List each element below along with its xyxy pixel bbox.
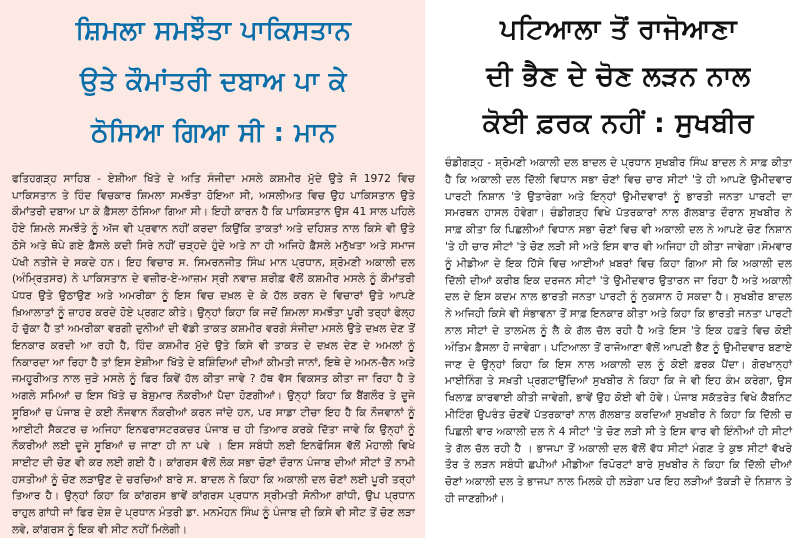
left-article-body: ਫਤਿਹਗੜ੍ਹ ਸਾਹਿਬ - ਏਸ਼ੀਆ ਖਿੱਤੇ ਦੇ ਅਤਿ ਸੰਜੀਦਾ ਮਸਲੇ ਕਸ਼ਮੀਰ ਮੁੱਦੇ ਉਤੇ ਜੋ 1972 ਵਿਚ ਪਾਕਿਸਤਾਨ ਤੇ ਹਿੰਦ ਵਿਚਕਾਰ ਸ਼ਿਮਲਾ ਸਮਝੌਤਾ ਹੋਇਆ ਸੀ, ਅਸਲੀਅਤ ਵਿਚ ਉਹ ਪਾਕਿਸਤਾਨ ਉਤੇ ਕੌਮਾਂਤਰੀ ਦਬਾਅ ਪਾ ਕੇ ਫ਼ੈਸਲਾ ਠੋਸਿਆ ਗਿਆ ਸੀ। ਇਹੀ ਕਾਰਨ ਹੈ ਕਿ ਪਾਕਿਸਤਾਨ ਉਸ 41 ਸਾਲ ਪਹਿਲੇ ਹੋਏ ਸ਼ਿਮਲੇ ਸਮਝੌਤੇ ਨੂੰ ਅੱਜ ਵੀ ਪ੍ਰਵਾਨ ਨਹੀਂ ਕਰਦਾ ਕਿਉਂਕਿ ਤਾਕਤਾਂ ਅਤੇ ਦਹਿਸ਼ਤ ਨਾਲ ਕਿਸੇ ਵੀ ਉਤੇ ਠੋਸੇ ਅਤੇ ਥੋਪੇ ਗਏ ਫ਼ੈਸਲੇ ਕਦੀ ਸਿਰੇ ਨਹੀਂ ਚੜ੍ਹਦੇ ਹੁੰਦੇ ਅਤੇ ਨਾ ਹੀ ਅਜਿਹੇ ਫ਼ੈਸਲੇ ਮਨੁੱਖਤਾ ਅਤੇ ਸਮਾਜ ਪੱਖੀ ਨਤੀਜੇ ਦੇ ਸਕਦੇ ਹਨ। ਇਹ ਵਿਚਾਰ ਸ. ਸਿਮਰਨਜੀਤ ਸਿੰਘ ਮਾਨ ਪ੍ਰਧਾਨ, ਸ਼੍ਰੋਮਣੀ ਅਕਾਲੀ ਦਲ (ਅੰਮ੍ਰਿਤਸਰ) ਨੇ ਪਾਕਿਸਤਾਨ ਦੇ ਵਜ਼ੀਰ-ਏ-ਆਜ਼ਮ ਸ੍ਰੀ ਨਵਾਜ਼ ਸ਼ਰੀਫ਼ ਵੱਲੋਂ ਕਸ਼ਮੀਰ ਮਸਲੇ ਨੂੰ ਕੌਮਾਂਤਰੀ ਪੱਧਰ ਉਤੇ ਉਠਾਉਣ ਅਤੇ ਅਮਰੀਕਾ ਨੂੰ ਇਸ ਵਿਚ ਦਖ਼ਲ ਦੇ ਕੇ ਹੱਲ ਕਰਨ ਦੇ ਵਿਚਾਰਾਂ ਉਤੇ ਆਪਣੇ ਖ਼ਿਆਲਾਤਾਂ ਨੂੰ ਜ਼ਾਹਰ ਕਰਦੇ ਹੋਏ ਪ੍ਰਗਟ ਕੀਤੇ। ਉਨ੍ਹਾਂ ਕਿਹਾ ਕਿ ਜਦੋਂ ਸ਼ਿਮਲਾ ਸਮਝੌਤਾ ਪੂਰੀ ਤਰ੍ਹਾਂ ਫੇਲ੍ਹ ਹੋ ਚੁੱਕਾ ਹੈ ਤਾਂ ਅਮਰੀਕਾ ਵਰਗੀ ਦੁਨੀਆਂ ਦੀ ਵੱਡੀ ਤਾਕਤ ਕਸ਼ਮੀਰ ਵਰਗੇ ਸੰਜੀਦਾ ਮਸਲੇ ਉਤੇ ਦਖ਼ਲ ਦੇਣ ਤੋਂ ਇਨਕਾਰ ਕਰਦੀ ਆ ਰਹੀ ਹੈ, ਹਿੰਦ ਕਸ਼ਮੀਰ ਮੁੱਦੇ ਉਤੇ ਕਿਸੇ ਵੀ ਤਾਕਤ ਦੇ ਦਖ਼ਲ ਦੇਣ ਦੇ ਅਮਲਾਂ ਨੂੰ ਨਿਕਾਰਦਾ ਆ ਰਿਹਾ ਹੈ ਤਾਂ ਇਸ ਏਸ਼ੀਆ ਖਿੱਤੇ ਦੇ ਬਸ਼ਿੰਦਿਆਂ ਦੀਆਂ ਕੀਮਤੀ ਜਾਨਾਂ, ਇਥੇ ਦੇ ਅਮਨ-ਚੈਨ ਅਤੇ ਜਮਹੂਰੀਅਤ ਨਾਲ ਜੁੜੇ ਮਸਲੇ ਨੂੰ ਫਿਰ ਕਿਵੇਂ ਹੱਲ ਕੀਤਾ ਜਾਵੇ ? ਹੱਥ ਵੱਸ ਵਿਕਸਤ ਕੀਤਾ ਜਾ ਰਿਹਾ ਹੈ ਤੇ ਅਗਲੇ ਸਮਿਆਂ ਚ ਇਸ ਖਿੱਤੇ ਚ ਬੇਸ਼ੁਮਾਰ ਨੌਕਰੀਆਂ ਪੈਦਾ ਹੋਣਗੀਆਂ। ਉਨ੍ਹਾਂ ਕਿਹਾ ਕਿ ਬੈਂਗਲੌਰ ਤੇ ਦੂਜੇ ਸੂਬਿਆਂ ਚ ਪੰਜਾਬ ਦੇ ਕਈ ਨੌਜਵਾਨ ਨੌਕਰੀਆਂ ਕਰਨ ਜਾਂਦੇ ਹਨ, ਪਰ ਸਾਡਾ ਟੀਚਾ ਇਹ ਹੈ ਕਿ ਨੌਜਵਾਨਾਂ ਨੂੰ ਆਈਟੀ ਸੈਕਟਰ ਚ ਅਜਿਹਾ ਇਨਫਰਾਸਟਰਕਚਰ ਪੰਜਾਬ ਚ ਹੀ ਤਿਆਰ ਕਰਕੇ ਦਿੱਤਾ ਜਾਵੇ ਕਿ ਉਨ੍ਹਾਂ ਨੂੰ ਨੌਕਰੀਆਂ ਲਈ ਦੂਜੇ ਸੂਬਿਆਂ ਚ ਜਾਣਾ ਹੀ ਨਾ ਪਵੇ । ਇਸ ਸਬੰਧੀ ਲਈ ਇਨਫੋਸਿਸ ਵੱਲੋਂ ਮੋਹਾਲੀ ਵਿਖੇ ਸਾਈਟ ਦੀ ਚੋਣ ਵੀ ਕਰ ਲਈ ਗਈ ਹੈ। ਕਾਂਗਰਸ ਵੱਲੋਂ ਲੋਕ ਸਭਾ ਚੋਣਾਂ ਦੌਰਾਨ ਪੰਜਾਬ ਦੀਆਂ ਸੀਟਾਂ ਤੋਂ ਨਾਮੀ ਹਸਤੀਆਂ ਨੂੰ ਚੋਣ ਲੜਾਉਣ ਦੇ ਚਰਚਿਆਂ ਬਾਰੇ ਸ. ਬਾਦਲ ਨੇ ਕਿਹਾ ਕਿ ਅਕਾਲੀ ਦਲ ਚੋਣਾਂ ਲਈ ਪੂਰੀ ਤਰ੍ਹਾਂ ਤਿਆਰ ਹੈ। ਉਨ੍ਹਾਂ ਕਿਹਾ ਕਿ ਕਾਂਗਰਸ ਭਾਵੇਂ ਕਾਂਗਰਸ ਪ੍ਰਧਾਨ ਸ੍ਰੀਮਤੀ ਸੋਨੀਆ ਗਾਂਧੀ, ਉਪ ਪ੍ਰਧਾਨ ਰਾਹੁਲ ਗਾਂਧੀ ਜਾਂ ਫਿਰ ਦੇਸ਼ ਦੇ ਪ੍ਰਧਾਨ ਮੰਤਰੀ ਡਾ. ਮਨਮੋਹਨ ਸਿੰਘ ਨੂੰ ਪੰਜਾਬ ਦੀ ਕਿਸੇ ਵੀ ਸੀਟ ਤੋਂ ਚੋਣ ਲੜਾ ਲਵੇ, ਕਾਂਗਰਸ ਨੂੰ ਇਕ ਵੀ ਸੀਟ ਨਹੀਂ ਮਿਲੇਗੀ। (12, 172, 415, 536)
left-headline-line: ਉਤੇ ਕੌਮਾਂਤਰੀ ਦਬਾਅ ਪਾ ਕੇ (79, 67, 348, 97)
left-headline (12, 6, 415, 159)
left-headline-line: ਸ਼ਿਮਲਾ ਸਮਝੌਤਾ ਪਾਕਿਸਤਾਨ (75, 16, 352, 46)
right-article (425, 0, 800, 538)
right-headline-line: ਕੋਈ ਫ਼ਰਕ ਨਹੀਂ : ਸੁਖਬੀਰ (482, 108, 755, 139)
right-headline-line: ਪਟਿਆਲਾ ਤੋਂ ਰਾਜੋਆਣਾ (499, 14, 738, 45)
right-headline (445, 6, 792, 147)
right-article-body: ਚੰਡੀਗੜ੍ਹ - ਸ਼੍ਰੋਮਣੀ ਅਕਾਲੀ ਦਲ ਬਾਦਲ ਦੇ ਪ੍ਰਧਾਨ ਸੁਖਬੀਰ ਸਿੰਘ ਬਾਦਲ ਨੇ ਸਾਫ਼ ਕੀਤਾ ਹੈ ਕਿ ਅਕਾਲੀ ਦਲ ਦਿੱਲੀ ਵਿਧਾਨ ਸਭਾ ਚੋਣਾਂ ਵਿਚ ਚਾਰ ਸੀਟਾਂ 'ਤੇ ਹੀ ਆਪਣੇ ਉਮੀਦਵਾਰ ਪਾਰਟੀ ਨਿਸ਼ਾਨ 'ਤੇ ਉਤਾਰੇਗਾ ਅਤੇ ਇਨ੍ਹਾਂ ਉਮੀਦਵਾਰਾਂ ਨੂੰ ਭਾਰਤੀ ਜਨਤਾ ਪਾਰਟੀ ਦਾ ਸਮਰਥਨ ਹਾਸਲ ਹੋਵੇਗਾ। ਚੰਡੀਗੜ੍ਹ ਵਿਖੇ ਪੱਤਰਕਾਰਾਂ ਨਾਲ ਗੱਲਬਾਤ ਦੌਰਾਨ ਸੁਖਬੀਰ ਨੇ ਸਾਫ਼ ਕੀਤਾ ਕਿ ਪਿਛਲੀਆਂ ਵਿਧਾਨ ਸਭਾ ਚੋਣਾਂ ਵਿਚ ਵੀ ਅਕਾਲੀ ਦਲ ਨੇ ਆਪਣੇ ਚੋਣ ਨਿਸ਼ਾਨ 'ਤੇ ਹੀ ਚਾਰ ਸੀਟਾਂ 'ਤੇ ਚੋਣ ਲੜੀ ਸੀ ਅਤੇ ਇਸ ਵਾਰ ਵੀ ਅਜਿਹਾ ਹੀ ਕੀਤਾ ਜਾਵੇਗਾ।ਸੋਮਵਾਰ ਨੂੰ ਮੀਡੀਆ ਦੇ ਇਕ ਹਿੱਸੇ ਵਿਚ ਆਈਆਂ ਖ਼ਬਰਾਂ ਵਿਚ ਕਿਹਾ ਗਿਆ ਸੀ ਕਿ ਅਕਾਲੀ ਦਲ ਦਿੱਲੀ ਦੀਆਂ ਕਰੀਬ ਇਕ ਦਰਜਨ ਸੀਟਾਂ 'ਤੇ ਉਮੀਦਵਾਰ ਉਤਾਰਨ ਜਾ ਰਿਹਾ ਹੈ ਅਤੇ ਅਕਾਲੀ ਦਲ ਦੇ ਇਸ ਕਦਮ ਨਾਲ ਭਾਰਤੀ ਜਨਤਾ ਪਾਰਟੀ ਨੂੰ ਨੁਕਸਾਨ ਹੋ ਸਕਦਾ ਹੈ। ਸੁਖਬੀਰ ਬਾਦਲ ਨੇ ਅਜਿਹੀ ਕਿਸੇ ਵੀ ਸੰਭਾਵਨਾ ਤੋਂ ਸਾਫ਼ ਇਨਕਾਰ ਕੀਤਾ ਅਤੇ ਕਿਹਾ ਕਿ ਭਾਰਤੀ ਜਨਤਾ ਪਾਰਟੀ ਨਾਲ ਸੀਟਾਂ ਦੇ ਤਾਲਮੇਲ ਨੂੰ ਲੈ ਕੇ ਗੱਲ ਚੱਲ ਰਹੀ ਹੈ ਅਤੇ ਇਸ 'ਤੇ ਇਕ ਹਫ਼ਤੇ ਵਿਚ ਕੋਈ ਅੰਤਿਮ ਫ਼ੈਸਲਾ ਹੋ ਜਾਵੇਗਾ। ਪਟਿਆਲਾ ਤੋਂ ਰਾਜੋਆਣਾ ਵੱਲੋਂ ਆਪਣੀ ਭੈਣ ਨੂੰ ਉਮੀਦਵਾਰ ਬਣਾਏ ਜਾਣ ਦੇ ਉਨ੍ਹਾਂ ਕਿਹਾ ਕਿ ਇਸ ਨਾਲ ਅਕਾਲੀ ਦਲ ਨੂੰ ਕੋਈ ਫ਼ਰਕ ਪੈਂਦਾ। ਗੋਰਖਾਨ੍ਹਾਂ ਮਾਈਨਿੰਗ ਤੇ ਸਖ਼ਤੀ ਪ੍ਰਗਟਾਉਂਦਿਆਂ ਸੁਖਬੀਰ ਨੇ ਕਿਹਾ ਕਿ ਜੇ ਵੀ ਇਹ ਕੰਮ ਕਰੇਗਾ, ਉਸ ਖਿਲਾਫ਼ ਕਾਰਵਾਈ ਕੀਤੀ ਜਾਵੇਗੀ, ਭਾਵੇਂ ਉਹ ਕੋਈ ਵੀ ਹੋਵੇ। ਪੰਜਾਬ ਸਕੱਤਰੇਤ ਵਿਖੇ ਕੈਬਨਿਟ ਮੀਟਿੰਗ ਉਪਰੰਤ ਚੋਣਵੇਂ ਪੱਤਰਕਾਰਾਂ ਨਾਲ ਗੱਲਬਾਤ ਕਰਦਿਆਂ ਸੁਖਬੀਰ ਨੇ ਕਿਹਾ ਕਿ ਦਿੱਲੀ ਚ ਪਿਛਲੀ ਵਾਰ ਅਕਾਲੀ ਦਲ ਨੇ 4 ਸੀਟਾਂ 'ਤੇ ਚੋਣ ਲੜੀ ਸੀ ਤੇ ਇਸ ਵਾਰ ਵੀ ਇੰਨੀਆਂ ਹੀ ਸੀਟਾਂ ਤੇ ਗੱਲ ਚੱਲ ਰਹੀ ਹੈ । ਭਾਜਪਾ ਤੋਂ ਅਕਾਲੀ ਦਲ ਵੱਲੋਂ ਵੱਧ ਸੀਟਾਂ ਮੰਗਣ ਤੇ ਕੁਝ ਸੀਟਾਂ ਵੱਖਰੇ ਤੌਰ ਤੇ ਲੜਨ ਸਬੰਧੀ ਛਪੀਆਂ ਮੀਡੀਆ ਰਿਪੋਰਟਾਂ ਬਾਰੇ ਸੁਖਬੀਰ ਨੇ ਕਿਹਾ ਕਿ ਦਿੱਲੀ ਦੀਆਂ ਚੋਣਾਂ ਅਕਾਲੀ ਦਲ ਤੇ ਭਾਜਪਾ ਨਾਲ ਮਿਲਕੇ ਹੀ ਲੜੇਗਾ ਪਰ ਇਹ ਲੜੀਆਂ ਤੱਕੜੀ ਦੇ ਨਿਸ਼ਾਨ ਤੇ ਹੀ ਜਾਣਗੀਆਂ। (445, 156, 792, 505)
right-headline-line: ਦੀ ਭੈਣ ਦੇ ਚੋਣ ਲੜਨ ਨਾਲ (486, 61, 751, 92)
left-headline-line: ਠੋਸਿਆ ਗਿਆ ਸੀ : ਮਾਨ (91, 118, 336, 148)
